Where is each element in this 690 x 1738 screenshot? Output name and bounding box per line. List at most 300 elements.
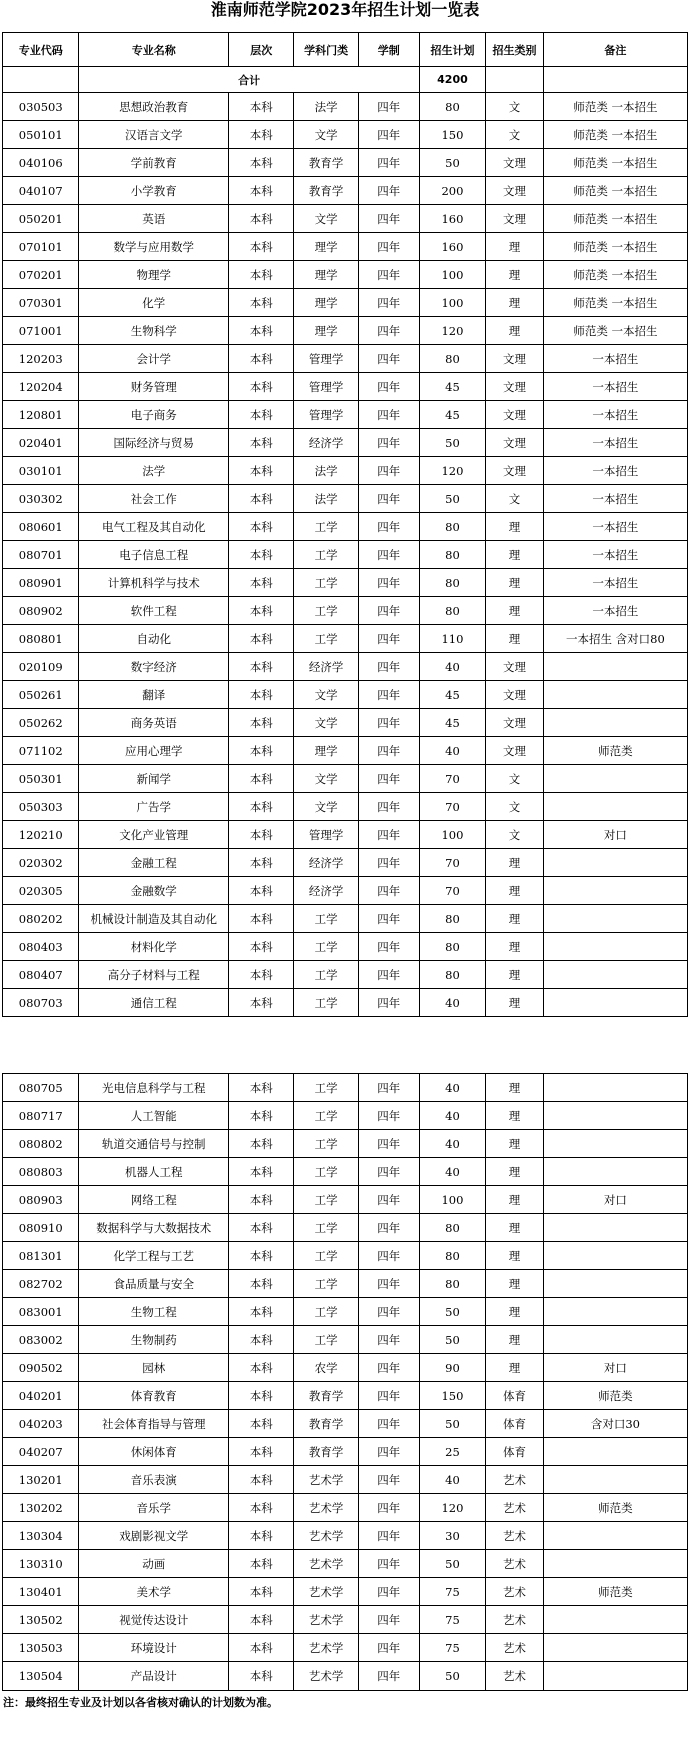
major-cell: 化学 bbox=[79, 289, 229, 317]
level-cell: 本科 bbox=[229, 821, 294, 849]
category-cell: 理 bbox=[486, 1354, 544, 1382]
duration-cell: 四年 bbox=[358, 485, 419, 513]
category-cell: 理 bbox=[486, 877, 544, 905]
major-cell: 会计学 bbox=[79, 345, 229, 373]
level-cell: 本科 bbox=[229, 905, 294, 933]
code-cell: 080717 bbox=[3, 1102, 79, 1130]
plan-cell: 40 bbox=[419, 1074, 486, 1102]
plan-cell: 80 bbox=[419, 961, 486, 989]
table-row bbox=[3, 205, 688, 233]
duration-cell: 四年 bbox=[358, 317, 419, 345]
table-row bbox=[3, 905, 688, 933]
table-row bbox=[3, 849, 688, 877]
duration-cell: 四年 bbox=[358, 681, 419, 709]
duration-cell: 四年 bbox=[358, 149, 419, 177]
major-cell: 英语 bbox=[79, 205, 229, 233]
level-cell: 本科 bbox=[229, 317, 294, 345]
plan-cell: 70 bbox=[419, 877, 486, 905]
major-cell: 音乐表演 bbox=[79, 1466, 229, 1494]
table-row bbox=[3, 989, 688, 1017]
level-cell: 本科 bbox=[229, 233, 294, 261]
discipline-cell: 工学 bbox=[294, 1186, 358, 1214]
plan-cell: 80 bbox=[419, 597, 486, 625]
plan-cell: 120 bbox=[419, 1494, 486, 1522]
table-row bbox=[3, 961, 688, 989]
table-row bbox=[3, 93, 688, 121]
category-cell: 文 bbox=[486, 93, 544, 121]
table-row bbox=[3, 1270, 688, 1298]
discipline-cell: 工学 bbox=[294, 1102, 358, 1130]
remarks-cell bbox=[543, 1270, 687, 1298]
category-cell: 理 bbox=[486, 513, 544, 541]
major-cell: 汉语言文学 bbox=[79, 121, 229, 149]
remarks-cell: 一本招生 含对口80 bbox=[543, 625, 687, 653]
discipline-cell: 工学 bbox=[294, 541, 358, 569]
code-cell: 030503 bbox=[3, 93, 79, 121]
discipline-cell: 经济学 bbox=[294, 877, 358, 905]
remarks-cell bbox=[543, 1074, 687, 1102]
discipline-cell: 教育学 bbox=[294, 1438, 358, 1466]
plan-cell: 40 bbox=[419, 989, 486, 1017]
major-cell: 文化产业管理 bbox=[79, 821, 229, 849]
header-category: 招生类别 bbox=[486, 33, 544, 67]
code-cell: 130503 bbox=[3, 1634, 79, 1662]
discipline-cell: 工学 bbox=[294, 1270, 358, 1298]
level-cell: 本科 bbox=[229, 541, 294, 569]
table-row bbox=[3, 233, 688, 261]
plan-cell: 50 bbox=[419, 485, 486, 513]
category-cell: 艺术 bbox=[486, 1494, 544, 1522]
code-cell: 120210 bbox=[3, 821, 79, 849]
duration-cell: 四年 bbox=[358, 653, 419, 681]
table-row bbox=[3, 541, 688, 569]
code-cell: 080601 bbox=[3, 513, 79, 541]
major-cell: 电子商务 bbox=[79, 401, 229, 429]
remarks-cell: 一本招生 bbox=[543, 345, 687, 373]
category-cell: 理 bbox=[486, 261, 544, 289]
category-cell: 理 bbox=[486, 317, 544, 345]
level-cell: 本科 bbox=[229, 373, 294, 401]
discipline-cell: 理学 bbox=[294, 317, 358, 345]
table-row bbox=[3, 485, 688, 513]
table-row bbox=[3, 261, 688, 289]
duration-cell: 四年 bbox=[358, 513, 419, 541]
category-cell: 文理 bbox=[486, 457, 544, 485]
plan-cell: 45 bbox=[419, 709, 486, 737]
level-cell: 本科 bbox=[229, 737, 294, 765]
category-cell: 理 bbox=[486, 569, 544, 597]
remarks-cell bbox=[543, 1326, 687, 1354]
major-cell: 应用心理学 bbox=[79, 737, 229, 765]
code-cell: 020302 bbox=[3, 849, 79, 877]
code-cell: 130304 bbox=[3, 1522, 79, 1550]
table-row bbox=[3, 1186, 688, 1214]
code-cell: 080902 bbox=[3, 597, 79, 625]
discipline-cell: 工学 bbox=[294, 625, 358, 653]
discipline-cell: 艺术学 bbox=[294, 1606, 358, 1634]
discipline-cell: 管理学 bbox=[294, 345, 358, 373]
major-cell: 数学与应用数学 bbox=[79, 233, 229, 261]
header-row bbox=[3, 33, 688, 67]
remarks-cell: 一本招生 bbox=[543, 401, 687, 429]
plan-cell: 100 bbox=[419, 261, 486, 289]
category-cell: 理 bbox=[486, 1074, 544, 1102]
level-cell: 本科 bbox=[229, 1550, 294, 1578]
code-cell: 080801 bbox=[3, 625, 79, 653]
level-cell: 本科 bbox=[229, 345, 294, 373]
discipline-cell: 法学 bbox=[294, 457, 358, 485]
code-cell: 050303 bbox=[3, 793, 79, 821]
table-row bbox=[3, 317, 688, 345]
major-cell: 生物制药 bbox=[79, 1326, 229, 1354]
plan-cell: 80 bbox=[419, 345, 486, 373]
plan-cell: 120 bbox=[419, 317, 486, 345]
discipline-cell: 艺术学 bbox=[294, 1634, 358, 1662]
duration-cell: 四年 bbox=[358, 1158, 419, 1186]
duration-cell: 四年 bbox=[358, 345, 419, 373]
duration-cell: 四年 bbox=[358, 877, 419, 905]
discipline-cell: 工学 bbox=[294, 569, 358, 597]
category-cell: 理 bbox=[486, 1214, 544, 1242]
remarks-cell: 一本招生 bbox=[543, 597, 687, 625]
category-cell: 理 bbox=[486, 1186, 544, 1214]
page-title: 淮南师范学院2023年招生计划一览表 bbox=[210, 0, 480, 19]
plan-cell: 40 bbox=[419, 737, 486, 765]
total-spacer bbox=[543, 67, 687, 93]
major-cell: 金融数学 bbox=[79, 877, 229, 905]
duration-cell: 四年 bbox=[358, 849, 419, 877]
plan-cell: 50 bbox=[419, 149, 486, 177]
plan-cell: 50 bbox=[419, 1550, 486, 1578]
duration-cell: 四年 bbox=[358, 93, 419, 121]
total-spacer bbox=[3, 67, 79, 93]
major-cell: 动画 bbox=[79, 1550, 229, 1578]
plan-cell: 90 bbox=[419, 1354, 486, 1382]
remarks-cell bbox=[543, 1550, 687, 1578]
category-cell: 理 bbox=[486, 1242, 544, 1270]
category-cell: 理 bbox=[486, 961, 544, 989]
plan-cell: 80 bbox=[419, 569, 486, 597]
header-major: 专业名称 bbox=[79, 33, 229, 67]
major-cell: 软件工程 bbox=[79, 597, 229, 625]
discipline-cell: 管理学 bbox=[294, 821, 358, 849]
code-cell: 080901 bbox=[3, 569, 79, 597]
discipline-cell: 管理学 bbox=[294, 373, 358, 401]
header-level: 层次 bbox=[229, 33, 294, 67]
discipline-cell: 文学 bbox=[294, 793, 358, 821]
discipline-cell: 理学 bbox=[294, 261, 358, 289]
remarks-cell bbox=[543, 1130, 687, 1158]
code-cell: 120204 bbox=[3, 373, 79, 401]
major-cell: 音乐学 bbox=[79, 1494, 229, 1522]
code-cell: 040107 bbox=[3, 177, 79, 205]
table-row bbox=[3, 1494, 688, 1522]
remarks-cell: 对口 bbox=[543, 1354, 687, 1382]
remarks-cell: 师范类 bbox=[543, 1578, 687, 1606]
remarks-cell: 含对口30 bbox=[543, 1410, 687, 1438]
plan-cell: 25 bbox=[419, 1438, 486, 1466]
duration-cell: 四年 bbox=[358, 1298, 419, 1326]
remarks-cell bbox=[543, 905, 687, 933]
plan-cell: 45 bbox=[419, 373, 486, 401]
level-cell: 本科 bbox=[229, 1102, 294, 1130]
duration-cell: 四年 bbox=[358, 1354, 419, 1382]
duration-cell: 四年 bbox=[358, 597, 419, 625]
plan-cell: 100 bbox=[419, 1186, 486, 1214]
category-cell: 理 bbox=[486, 597, 544, 625]
major-cell: 思想政治教育 bbox=[79, 93, 229, 121]
remarks-cell: 师范类 一本招生 bbox=[543, 177, 687, 205]
duration-cell: 四年 bbox=[358, 121, 419, 149]
duration-cell: 四年 bbox=[358, 989, 419, 1017]
plan-cell: 80 bbox=[419, 933, 486, 961]
category-cell: 艺术 bbox=[486, 1550, 544, 1578]
level-cell: 本科 bbox=[229, 457, 294, 485]
discipline-cell: 理学 bbox=[294, 737, 358, 765]
duration-cell: 四年 bbox=[358, 205, 419, 233]
code-cell: 080703 bbox=[3, 989, 79, 1017]
table-row bbox=[3, 933, 688, 961]
level-cell: 本科 bbox=[229, 205, 294, 233]
level-cell: 本科 bbox=[229, 597, 294, 625]
plan-cell: 45 bbox=[419, 681, 486, 709]
category-cell: 艺术 bbox=[486, 1578, 544, 1606]
code-cell: 030302 bbox=[3, 485, 79, 513]
table-row bbox=[3, 1102, 688, 1130]
remarks-cell bbox=[543, 1634, 687, 1662]
category-cell: 文理 bbox=[486, 681, 544, 709]
duration-cell: 四年 bbox=[358, 541, 419, 569]
discipline-cell: 文学 bbox=[294, 205, 358, 233]
level-cell: 本科 bbox=[229, 1522, 294, 1550]
table-row bbox=[3, 1662, 688, 1691]
remarks-cell: 对口 bbox=[543, 821, 687, 849]
discipline-cell: 工学 bbox=[294, 1242, 358, 1270]
major-cell: 高分子材料与工程 bbox=[79, 961, 229, 989]
duration-cell: 四年 bbox=[358, 821, 419, 849]
duration-cell: 四年 bbox=[358, 1074, 419, 1102]
major-cell: 数字经济 bbox=[79, 653, 229, 681]
remarks-cell bbox=[543, 793, 687, 821]
level-cell: 本科 bbox=[229, 1158, 294, 1186]
table-row bbox=[3, 793, 688, 821]
plan-cell: 150 bbox=[419, 121, 486, 149]
duration-cell: 四年 bbox=[358, 1270, 419, 1298]
discipline-cell: 法学 bbox=[294, 485, 358, 513]
level-cell: 本科 bbox=[229, 1634, 294, 1662]
code-cell: 030101 bbox=[3, 457, 79, 485]
table-row bbox=[3, 1578, 688, 1606]
duration-cell: 四年 bbox=[358, 1326, 419, 1354]
plan-cell: 40 bbox=[419, 653, 486, 681]
discipline-cell: 农学 bbox=[294, 1354, 358, 1382]
level-cell: 本科 bbox=[229, 989, 294, 1017]
code-cell: 083001 bbox=[3, 1298, 79, 1326]
duration-cell: 四年 bbox=[358, 1522, 419, 1550]
plan-cell: 50 bbox=[419, 1326, 486, 1354]
code-cell: 071102 bbox=[3, 737, 79, 765]
duration-cell: 四年 bbox=[358, 1382, 419, 1410]
plan-cell: 30 bbox=[419, 1522, 486, 1550]
major-cell: 商务英语 bbox=[79, 709, 229, 737]
remarks-cell bbox=[543, 1102, 687, 1130]
code-cell: 130310 bbox=[3, 1550, 79, 1578]
category-cell: 体育 bbox=[486, 1382, 544, 1410]
plan-cell: 40 bbox=[419, 1102, 486, 1130]
major-cell: 机器人工程 bbox=[79, 1158, 229, 1186]
remarks-cell: 师范类 bbox=[543, 1494, 687, 1522]
remarks-cell: 一本招生 bbox=[543, 513, 687, 541]
major-cell: 物理学 bbox=[79, 261, 229, 289]
duration-cell: 四年 bbox=[358, 289, 419, 317]
duration-cell: 四年 bbox=[358, 1466, 419, 1494]
major-cell: 光电信息科学与工程 bbox=[79, 1074, 229, 1102]
major-cell: 环境设计 bbox=[79, 1634, 229, 1662]
level-cell: 本科 bbox=[229, 1494, 294, 1522]
category-cell: 文 bbox=[486, 793, 544, 821]
discipline-cell: 文学 bbox=[294, 121, 358, 149]
level-cell: 本科 bbox=[229, 653, 294, 681]
level-cell: 本科 bbox=[229, 1242, 294, 1270]
code-cell: 050301 bbox=[3, 765, 79, 793]
discipline-cell: 艺术学 bbox=[294, 1578, 358, 1606]
table-row bbox=[3, 1214, 688, 1242]
major-cell: 新闻学 bbox=[79, 765, 229, 793]
remarks-cell: 师范类 bbox=[543, 737, 687, 765]
table-row bbox=[3, 1326, 688, 1354]
category-cell: 理 bbox=[486, 989, 544, 1017]
level-cell: 本科 bbox=[229, 429, 294, 457]
remarks-cell bbox=[543, 1438, 687, 1466]
category-cell: 文理 bbox=[486, 737, 544, 765]
plan-cell: 100 bbox=[419, 289, 486, 317]
level-cell: 本科 bbox=[229, 1074, 294, 1102]
level-cell: 本科 bbox=[229, 485, 294, 513]
remarks-cell: 一本招生 bbox=[543, 541, 687, 569]
category-cell: 文理 bbox=[486, 709, 544, 737]
plan-cell: 80 bbox=[419, 1214, 486, 1242]
discipline-cell: 工学 bbox=[294, 1074, 358, 1102]
major-cell: 网络工程 bbox=[79, 1186, 229, 1214]
level-cell: 本科 bbox=[229, 149, 294, 177]
discipline-cell: 理学 bbox=[294, 233, 358, 261]
category-cell: 文 bbox=[486, 485, 544, 513]
major-cell: 通信工程 bbox=[79, 989, 229, 1017]
duration-cell: 四年 bbox=[358, 1186, 419, 1214]
discipline-cell: 艺术学 bbox=[294, 1494, 358, 1522]
level-cell: 本科 bbox=[229, 1662, 294, 1691]
category-cell: 理 bbox=[486, 1130, 544, 1158]
code-cell: 080803 bbox=[3, 1158, 79, 1186]
major-cell: 生物科学 bbox=[79, 317, 229, 345]
table-row bbox=[3, 1242, 688, 1270]
code-cell: 070201 bbox=[3, 261, 79, 289]
table-row bbox=[3, 429, 688, 457]
discipline-cell: 工学 bbox=[294, 933, 358, 961]
table-row bbox=[3, 1550, 688, 1578]
duration-cell: 四年 bbox=[358, 765, 419, 793]
level-cell: 本科 bbox=[229, 793, 294, 821]
total-label: 合计 bbox=[79, 67, 419, 93]
remarks-cell bbox=[543, 1298, 687, 1326]
duration-cell: 四年 bbox=[358, 737, 419, 765]
discipline-cell: 法学 bbox=[294, 93, 358, 121]
remarks-cell bbox=[543, 1466, 687, 1494]
table-row bbox=[3, 1634, 688, 1662]
code-cell: 080701 bbox=[3, 541, 79, 569]
plan-cell: 80 bbox=[419, 541, 486, 569]
category-cell: 理 bbox=[486, 905, 544, 933]
code-cell: 120801 bbox=[3, 401, 79, 429]
duration-cell: 四年 bbox=[358, 709, 419, 737]
category-cell: 理 bbox=[486, 849, 544, 877]
code-cell: 050261 bbox=[3, 681, 79, 709]
table-row bbox=[3, 149, 688, 177]
code-cell: 071001 bbox=[3, 317, 79, 345]
level-cell: 本科 bbox=[229, 625, 294, 653]
code-cell: 080903 bbox=[3, 1186, 79, 1214]
discipline-cell: 工学 bbox=[294, 1214, 358, 1242]
code-cell: 130502 bbox=[3, 1606, 79, 1634]
level-cell: 本科 bbox=[229, 877, 294, 905]
duration-cell: 四年 bbox=[358, 1130, 419, 1158]
total-spacer bbox=[486, 67, 544, 93]
duration-cell: 四年 bbox=[358, 905, 419, 933]
table-row bbox=[3, 569, 688, 597]
header-plan: 招生计划 bbox=[419, 33, 486, 67]
discipline-cell: 工学 bbox=[294, 597, 358, 625]
table-row bbox=[3, 457, 688, 485]
duration-cell: 四年 bbox=[358, 1438, 419, 1466]
category-cell: 理 bbox=[486, 541, 544, 569]
category-cell: 艺术 bbox=[486, 1522, 544, 1550]
discipline-cell: 经济学 bbox=[294, 849, 358, 877]
remarks-cell: 师范类 一本招生 bbox=[543, 289, 687, 317]
header-duration: 学制 bbox=[358, 33, 419, 67]
duration-cell: 四年 bbox=[358, 429, 419, 457]
code-cell: 050201 bbox=[3, 205, 79, 233]
header-discipline: 学科门类 bbox=[294, 33, 358, 67]
discipline-cell: 工学 bbox=[294, 961, 358, 989]
remarks-cell bbox=[543, 1662, 687, 1691]
duration-cell: 四年 bbox=[358, 1606, 419, 1634]
remarks-cell bbox=[543, 849, 687, 877]
code-cell: 130401 bbox=[3, 1578, 79, 1606]
remarks-cell bbox=[543, 933, 687, 961]
level-cell: 本科 bbox=[229, 401, 294, 429]
duration-cell: 四年 bbox=[358, 961, 419, 989]
level-cell: 本科 bbox=[229, 1410, 294, 1438]
category-cell: 理 bbox=[486, 1298, 544, 1326]
major-cell: 数据科学与大数据技术 bbox=[79, 1214, 229, 1242]
remarks-cell bbox=[543, 1242, 687, 1270]
major-cell: 社会工作 bbox=[79, 485, 229, 513]
remarks-cell: 一本招生 bbox=[543, 569, 687, 597]
table-row bbox=[3, 1158, 688, 1186]
discipline-cell: 教育学 bbox=[294, 1382, 358, 1410]
table-row bbox=[3, 1410, 688, 1438]
level-cell: 本科 bbox=[229, 1130, 294, 1158]
major-cell: 人工智能 bbox=[79, 1102, 229, 1130]
level-cell: 本科 bbox=[229, 1382, 294, 1410]
code-cell: 040207 bbox=[3, 1438, 79, 1466]
duration-cell: 四年 bbox=[358, 1102, 419, 1130]
level-cell: 本科 bbox=[229, 681, 294, 709]
remarks-cell bbox=[543, 1158, 687, 1186]
code-cell: 090502 bbox=[3, 1354, 79, 1382]
duration-cell: 四年 bbox=[358, 1242, 419, 1270]
category-cell: 体育 bbox=[486, 1438, 544, 1466]
